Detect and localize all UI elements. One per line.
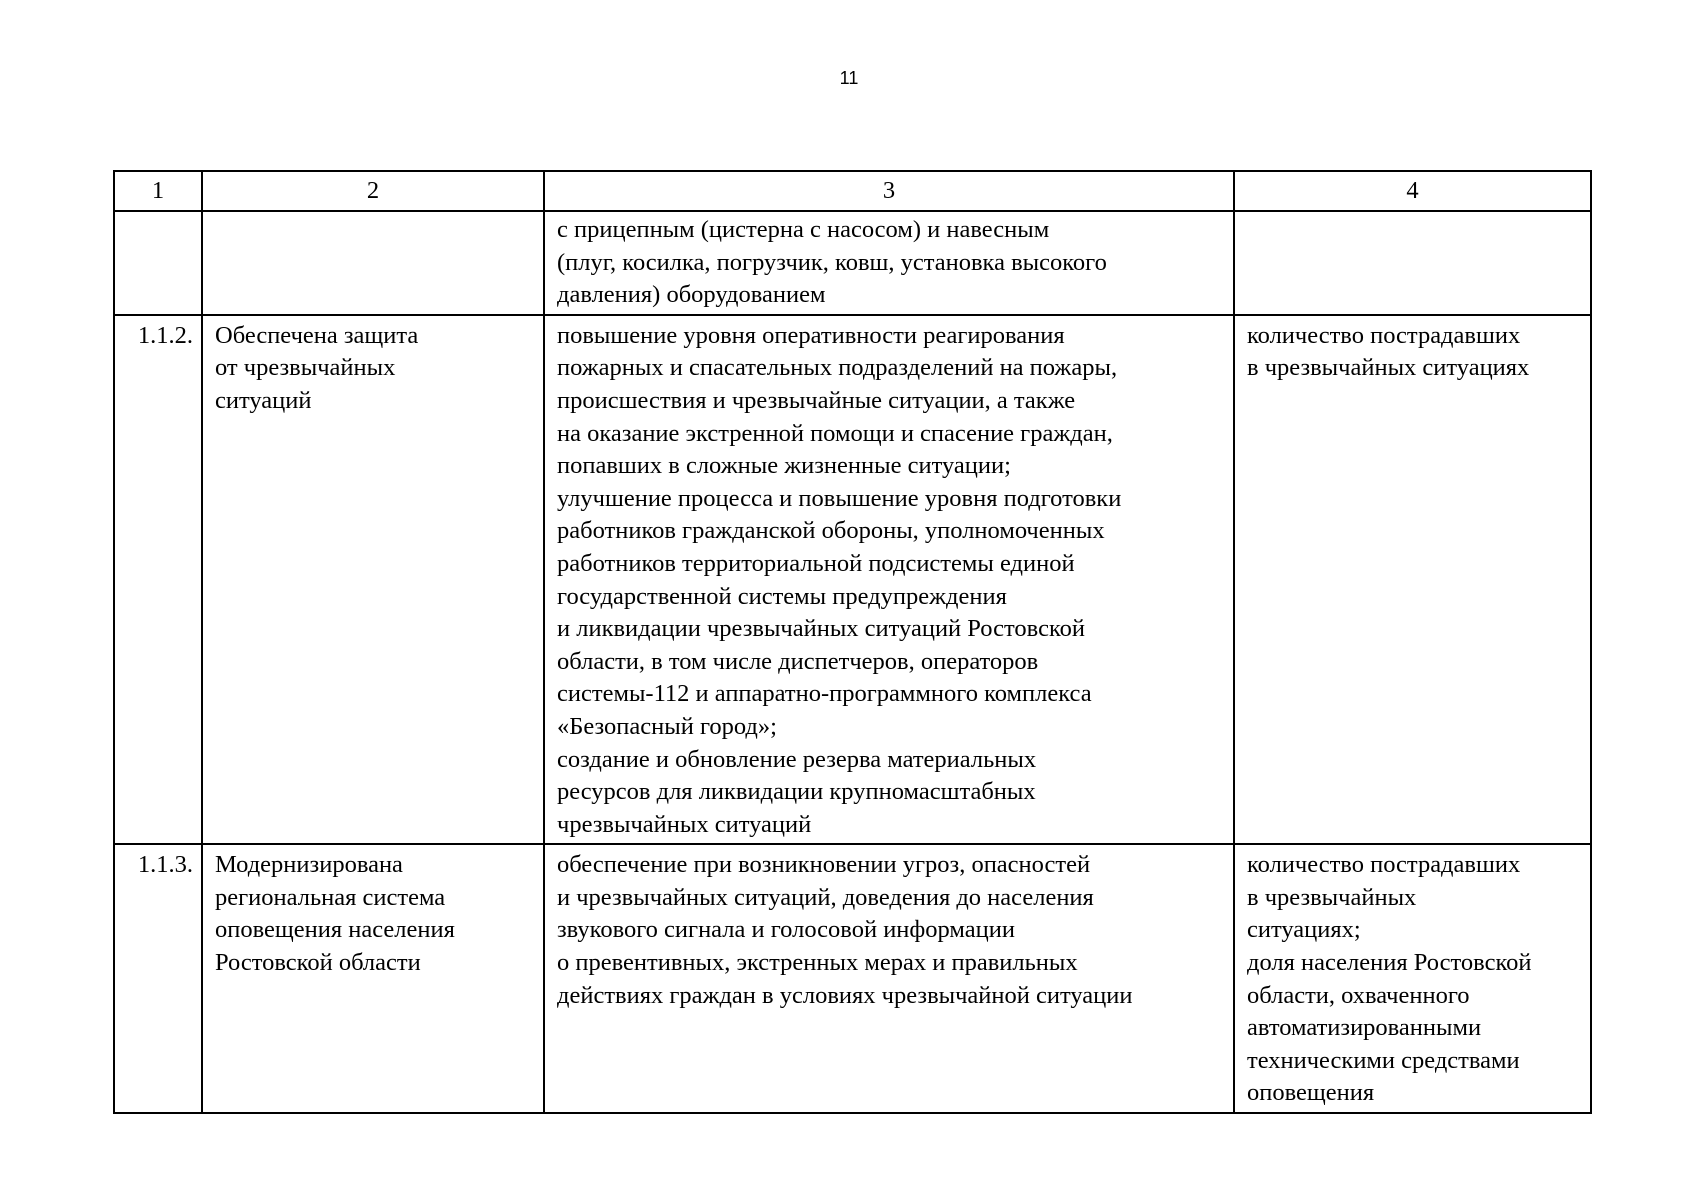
text-line: улучшение процесса и повышение уровня подготовки <box>557 484 1122 512</box>
header-col-1: 1 <box>114 171 202 211</box>
indicator-cell <box>1234 315 1591 845</box>
text-line: работников территориальной подсистемы единой <box>557 549 1075 577</box>
text-line: оповещения <box>1247 1079 1375 1107</box>
text-line: ресурсов для ликвидации крупномасштабных <box>557 778 1036 806</box>
text-line: на оказание экстренной помощи и спасение граждан, <box>557 419 1113 447</box>
table-row-continuation <box>114 211 1591 315</box>
text-line: в чрезвычайных <box>1247 883 1417 911</box>
text-line: чрезвычайных ситуаций <box>557 810 812 838</box>
text-line: области, в том числе диспетчеров, операторов <box>557 647 1039 675</box>
row-number <box>114 211 202 315</box>
text-line: «Безопасный город»; <box>557 712 777 740</box>
text-line: техническими средствами <box>1247 1046 1520 1074</box>
text-line: и чрезвычайных ситуаций, доведения до населения <box>557 883 1094 911</box>
result-cell <box>202 844 544 1113</box>
text-line: ситуаций <box>215 386 312 414</box>
text-line: повышение уровня оперативности реагирования <box>557 321 1065 349</box>
document-table <box>113 170 1592 1114</box>
text-line: в чрезвычайных ситуациях <box>1247 354 1530 382</box>
description-cell <box>544 844 1234 1113</box>
indicator-cell <box>1234 211 1591 315</box>
description-cell <box>544 315 1234 845</box>
text-line: пожарных и спасательных подразделений на пожары, <box>557 354 1118 382</box>
text-line: количество пострадавших <box>1247 321 1521 349</box>
result-cell <box>202 211 544 315</box>
text-line: создание и обновление резерва материальных <box>557 745 1037 773</box>
text-line: действиях граждан в условиях чрезвычайной ситуации <box>557 981 1133 1009</box>
text-line: оповещения населения <box>215 916 455 944</box>
text-line: автоматизированными <box>1247 1014 1482 1042</box>
text-line: системы-112 и аппаратно-программного комплекса <box>557 680 1092 708</box>
text-line: о превентивных, экстренных мерах и правильных <box>557 949 1078 977</box>
result-cell <box>202 315 544 845</box>
text-line: и ликвидации чрезвычайных ситуаций Ростовской <box>557 615 1085 643</box>
table-row-1-1-2 <box>114 315 1591 845</box>
text-line: доля населения Ростовской <box>1247 949 1532 977</box>
text-line: (плуг, косилка, погрузчик, ковш, установка высокого <box>557 248 1107 276</box>
table-row-1-1-3 <box>114 844 1591 1113</box>
description-cell <box>544 211 1234 315</box>
text-line: звукового сигнала и голосовой информации <box>557 916 1015 944</box>
indicator-cell <box>1234 844 1591 1113</box>
header-col-3: 3 <box>544 171 1234 211</box>
text-line: области, охваченного <box>1247 981 1470 1009</box>
header-col-4: 4 <box>1234 171 1591 211</box>
header-col-2: 2 <box>202 171 544 211</box>
text-line: Ростовской области <box>215 949 421 977</box>
text-line: с прицепным (цистерна с насосом) и навесным <box>557 216 1050 243</box>
text-line: ситуациях; <box>1247 916 1361 944</box>
text-line: от чрезвычайных <box>215 354 396 382</box>
text-line: Модернизирована <box>215 851 403 879</box>
text-line: государственной системы предупреждения <box>557 582 1007 610</box>
text-line: происшествия и чрезвычайные ситуации, а также <box>557 386 1076 414</box>
row-number: 1.1.3. <box>114 844 202 1113</box>
row-number: 1.1.2. <box>114 315 202 845</box>
text-line: обеспечение при возникновении угроз, опасностей <box>557 851 1091 879</box>
text-line: количество пострадавших <box>1247 851 1521 879</box>
text-line: работников гражданской обороны, уполномоченных <box>557 517 1105 545</box>
text-line: региональная система <box>215 883 446 911</box>
table-header-row <box>114 171 1591 211</box>
text-line: попавших в сложные жизненные ситуации; <box>557 452 1011 480</box>
page-number: 11 <box>839 68 859 88</box>
text-line: Обеспечена защита <box>215 321 419 349</box>
text-line: давления) оборудованием <box>557 281 826 309</box>
